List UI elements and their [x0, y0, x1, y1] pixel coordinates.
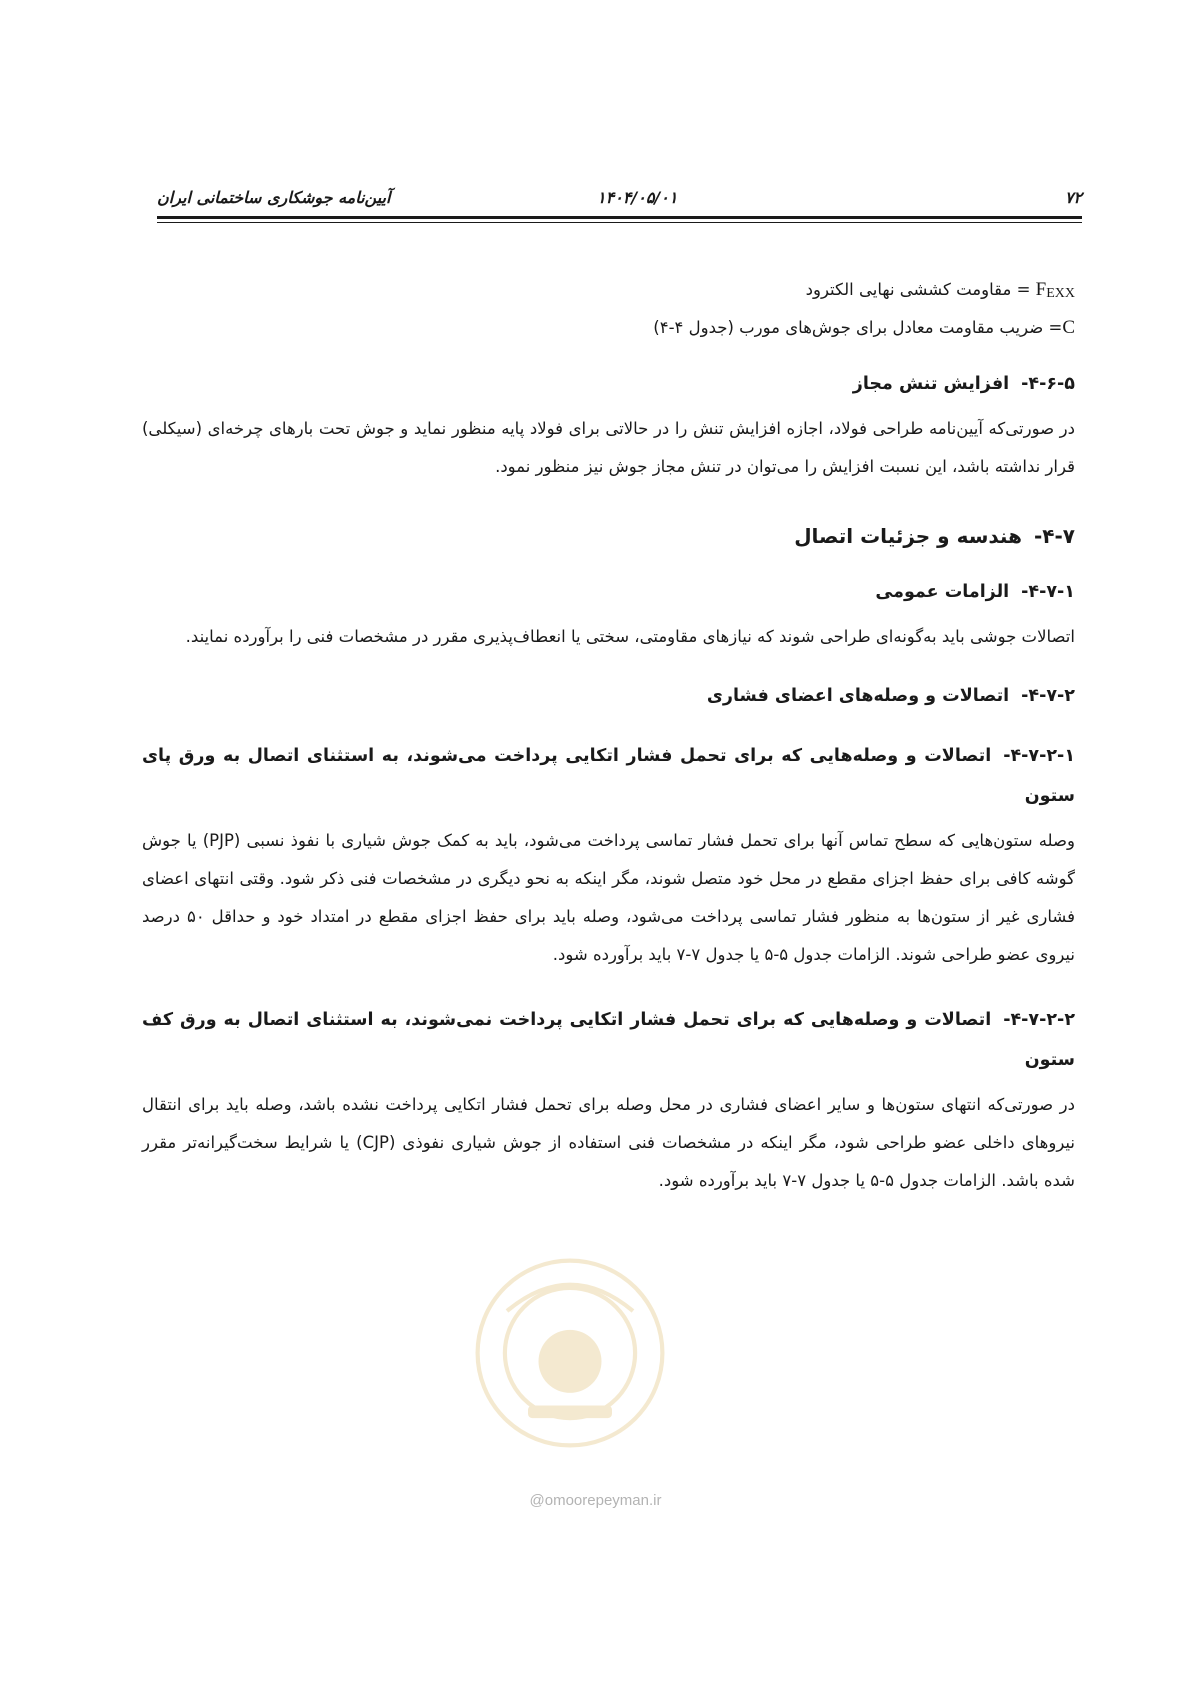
- section-title: اتصالات و وصله‌هایی که برای تحمل فشار اتکایی پرداخت می‌شوند، به استثنای اتصال به ورق پای ستون: [142, 745, 1075, 806]
- definition-c: [142, 313, 1075, 343]
- at-icon: @: [529, 1492, 545, 1509]
- paragraph-4-7-1: اتصالات جوشی باید به‌گونه‌ای طراحی شوند که نیازهای مقاومتی، سختی یا انعطاف‌پذیری مقرر در مشخصات فنی را برآورده نمایند.: [185, 626, 1075, 646]
- document-body: [142, 275, 1075, 1200]
- definition-text: = مقاومت کششی نهایی الکترود: [805, 280, 1036, 299]
- section-heading-4-7-2-2: [142, 1000, 1075, 1081]
- section-heading-4-7-2: [142, 682, 1075, 710]
- header-rule-thin: [157, 222, 1082, 223]
- section-number: ۴-۶-۵-: [1021, 373, 1075, 394]
- section-heading-4-7: [142, 520, 1075, 552]
- section-number: ۴-۷-: [1033, 523, 1075, 548]
- section-number: ۴-۷-۲-۱-: [1003, 745, 1075, 766]
- section-title: افزایش تنش مجاز: [852, 373, 1010, 394]
- section-heading-4-6-5: [142, 370, 1075, 398]
- page-number: ۷۲: [1064, 188, 1082, 207]
- section-title: اتصالات و وصله‌های اعضای فشاری: [706, 685, 1010, 706]
- paragraph-4-7-2-2: در صورتی‌که انتهای ستون‌ها و سایر اعضای فشاری در محل وصله برای تحمل فشار اتکایی پرداخت نشده باشد، وصله باید برای انتقال نیروهای داخلی عضو طراحی شود، مگر اینکه در مشخصات فنی استفاده از جوش شیاری نفوذی (CJP) یا شرایط سخت‌گیرانه‌تر مقرر شده باشد. الزامات جدول ۵-۵ یا جدول ۷-۷ باید برآورده شود.: [142, 1095, 1075, 1191]
- watermark-url: @omoorepeyman.ir: [529, 1492, 662, 1509]
- paragraph-4-6-5: در صورتی‌که آیین‌نامه طراحی فولاد، اجازه افزایش تنش را در حالاتی برای فولاد پایه منظور نماید و جوش تحت بارهای چرخه‌ای (سیکلی) قرار نداشته باشد، این نسبت افزایش را می‌توان در تنش مجاز جوش نیز منظور نمود.: [142, 418, 1075, 476]
- section-number: ۴-۷-۲-۲-: [1003, 1009, 1075, 1030]
- section-number: ۴-۷-۱-: [1021, 581, 1075, 602]
- definition-text: = ضریب مقاومت معادل برای جوش‌های مورب (جدول ۴-۴): [653, 318, 1063, 338]
- section-title: الزامات عمومی: [875, 581, 1010, 602]
- section-number: ۴-۷-۲-: [1021, 685, 1075, 706]
- section-title: هندسه و جزئیات اتصال: [794, 523, 1022, 548]
- document-date: ۱۴۰۴/۰۵/۰۱: [597, 188, 678, 207]
- symbol-c: C: [1062, 317, 1075, 339]
- section-heading-4-7-1: [142, 578, 1075, 606]
- definition-fexx: [142, 275, 1075, 305]
- running-title: آیین‌نامه جوشکاری ساختمانی ایران: [157, 188, 391, 207]
- section-heading-4-7-2-1: [142, 736, 1075, 817]
- page-header: [157, 185, 1082, 213]
- header-rule-thick: [157, 216, 1082, 219]
- section-title: اتصالات و وصله‌هایی که برای تحمل فشار اتکایی پرداخت نمی‌شوند، به استثنای اتصال به ورق کف ستون: [142, 1009, 1075, 1071]
- watermark-seal-icon: [465, 1248, 675, 1458]
- paragraph-4-7-2-1: وصله ستون‌هایی که سطح تماس آنها برای تحمل فشار تماسی پرداخت می‌شود، باید به کمک جوش شیاری با نفوذ نسبی (PJP) یا جوش گوشه کافی برای حفظ اجزای مقطع در محل خود متصل شوند، مگر اینکه به نحو دیگری در مشخصات فنی ذکر شود. وقتی انتهای اعضای فشاری غیر از ستون‌ها به منظور فشار تماسی پرداخت می‌شود، وصله باید برای حفظ اجزای مقطع در امتداد خود و حداقل ۵۰ درصد نیروی عضو طراحی شوند. الزامات جدول ۵-۵ یا جدول ۷-۷ باید برآورده شود.: [142, 831, 1075, 964]
- symbol-f: $F_{EXX}$: [1035, 279, 1075, 301]
